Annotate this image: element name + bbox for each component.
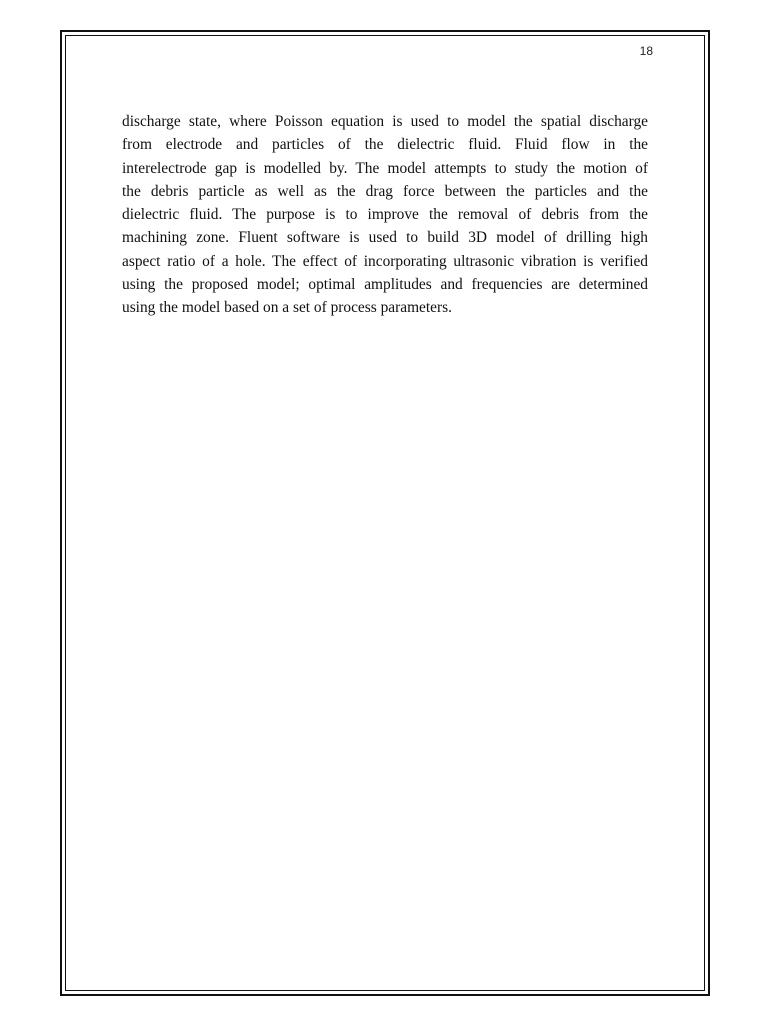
paragraph-line: machining zone. Fluent software is used to build 3D model of drilling high — [122, 229, 648, 247]
paragraph-line: aspect ratio of a hole. The effect of incorporating ultrasonic vibration is verified — [122, 252, 648, 270]
paragraph-line: interelectrode gap is modelled by. The model attempts to study the motion of — [122, 159, 648, 177]
paragraph-line: discharge state, where Poisson equation is used to model the spatial discharge — [122, 113, 648, 130]
page-number: 18 — [639, 44, 653, 58]
paragraph-line: using the proposed model; optimal amplitudes and frequencies are determined — [122, 276, 648, 294]
paragraph-line: dielectric fluid. The purpose is to improve the removal of debris from the — [122, 206, 648, 224]
paragraph-line: the debris particle as well as the drag force between the particles and the — [122, 182, 648, 200]
body-paragraph — [122, 110, 648, 320]
paragraph-line: using the model based on a set of process parameters. — [122, 299, 452, 317]
paragraph-line: from electrode and particles of the dielectric fluid. Fluid flow in the — [122, 136, 648, 154]
